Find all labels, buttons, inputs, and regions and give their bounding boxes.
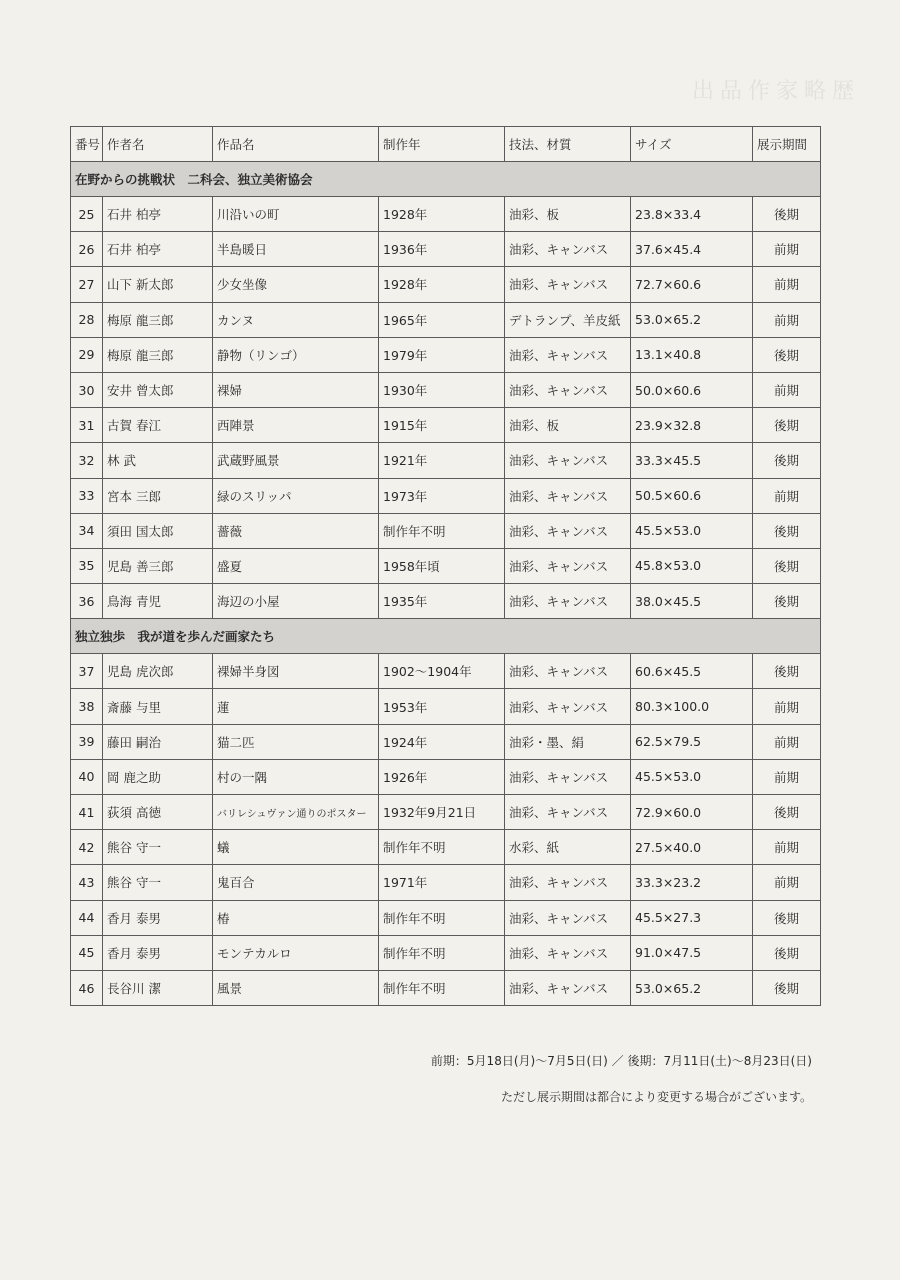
table-row [71, 795, 821, 830]
work-title: 静物（リンゴ） [213, 337, 379, 372]
table-row [71, 197, 821, 232]
row-number: 33 [71, 478, 103, 513]
artist-name: 長谷川 潔 [103, 970, 213, 1005]
row-number: 45 [71, 935, 103, 970]
exhibition-period: 後期 [753, 513, 821, 548]
work-title: 半島暖日 [213, 232, 379, 267]
creation-year: 制作年不明 [379, 513, 505, 548]
artist-name: 香月 泰男 [103, 900, 213, 935]
exhibition-period: 後期 [753, 900, 821, 935]
creation-year: 1953年 [379, 689, 505, 724]
table-row [71, 267, 821, 302]
table-row [71, 372, 821, 407]
creation-year: 1936年 [379, 232, 505, 267]
table-row [71, 689, 821, 724]
technique-material: デトランプ、羊皮紙 [505, 302, 631, 337]
work-size: 27.5×40.0 [631, 830, 753, 865]
artist-name: 安井 曾太郎 [103, 372, 213, 407]
exhibition-period: 後期 [753, 408, 821, 443]
artist-name: 児島 虎次郎 [103, 654, 213, 689]
exhibition-period: 後期 [753, 654, 821, 689]
section-header-row [71, 162, 821, 197]
artist-name: 宮本 三郎 [103, 478, 213, 513]
row-number: 40 [71, 759, 103, 794]
creation-year: 1965年 [379, 302, 505, 337]
work-size: 53.0×65.2 [631, 302, 753, 337]
work-size: 45.5×53.0 [631, 513, 753, 548]
artist-name: 須田 国太郎 [103, 513, 213, 548]
work-title: 盛夏 [213, 548, 379, 583]
work-size: 50.5×60.6 [631, 478, 753, 513]
exhibition-period: 前期 [753, 689, 821, 724]
table-row [71, 935, 821, 970]
work-size: 72.9×60.0 [631, 795, 753, 830]
work-title: 猫二匹 [213, 724, 379, 759]
work-title: 川沿いの町 [213, 197, 379, 232]
creation-year: 1926年 [379, 759, 505, 794]
technique-material: 油彩、キャンバス [505, 935, 631, 970]
work-title: 緑のスリッパ [213, 478, 379, 513]
exhibition-periods-note: 前期：5月18日(月)～7月5日(日) ／ 後期：7月11日(土)～8月23日(日) [430, 1054, 812, 1068]
technique-material: 油彩、キャンバス [505, 795, 631, 830]
table-row [71, 302, 821, 337]
technique-material: 油彩、キャンバス [505, 759, 631, 794]
table-row [71, 724, 821, 759]
creation-year: 1924年 [379, 724, 505, 759]
artist-name: 古賀 春江 [103, 408, 213, 443]
exhibition-period: 前期 [753, 372, 821, 407]
row-number: 31 [71, 408, 103, 443]
row-number: 44 [71, 900, 103, 935]
row-number: 35 [71, 548, 103, 583]
row-number: 37 [71, 654, 103, 689]
technique-material: 油彩、キャンバス [505, 443, 631, 478]
exhibition-period: 後期 [753, 795, 821, 830]
table-row [71, 408, 821, 443]
table-body [71, 162, 821, 1006]
artist-name: 石井 柏亭 [103, 232, 213, 267]
technique-material: 油彩、キャンバス [505, 865, 631, 900]
table-row [71, 900, 821, 935]
technique-material: 油彩、板 [505, 408, 631, 443]
technique-material: 水彩、紙 [505, 830, 631, 865]
creation-year: 制作年不明 [379, 900, 505, 935]
exhibition-period: 後期 [753, 970, 821, 1005]
table-row [71, 584, 821, 619]
table-row [71, 759, 821, 794]
artist-name: 石井 柏亭 [103, 197, 213, 232]
creation-year: 1932年9月21日 [379, 795, 505, 830]
artist-name: 斎藤 与里 [103, 689, 213, 724]
work-title: 武蔵野風景 [213, 443, 379, 478]
section-title: 独立独歩 我が道を歩んだ画家たち [71, 619, 821, 654]
work-title: 海辺の小屋 [213, 584, 379, 619]
creation-year: 1921年 [379, 443, 505, 478]
technique-material: 油彩、キャンバス [505, 689, 631, 724]
row-number: 25 [71, 197, 103, 232]
exhibition-period: 前期 [753, 830, 821, 865]
creation-year: 1915年 [379, 408, 505, 443]
table-row [71, 548, 821, 583]
technique-material: 油彩、キャンバス [505, 232, 631, 267]
exhibition-period: 前期 [753, 865, 821, 900]
row-number: 38 [71, 689, 103, 724]
work-title: 少女坐像 [213, 267, 379, 302]
work-title: バリレシュヴァン通りのポスター [213, 795, 379, 830]
creation-year: 1979年 [379, 337, 505, 372]
work-size: 62.5×79.5 [631, 724, 753, 759]
technique-material: 油彩・墨、絹 [505, 724, 631, 759]
table-row [71, 232, 821, 267]
technique-material: 油彩、キャンバス [505, 584, 631, 619]
faded-heading: 出品作家略歴 [691, 79, 860, 104]
row-number: 42 [71, 830, 103, 865]
technique-material: 油彩、キャンバス [505, 548, 631, 583]
creation-year: 制作年不明 [379, 970, 505, 1005]
row-number: 29 [71, 337, 103, 372]
exhibition-period: 後期 [753, 197, 821, 232]
creation-year: 制作年不明 [379, 830, 505, 865]
artist-name: 岡 鹿之助 [103, 759, 213, 794]
works-table [70, 126, 821, 1006]
table-row [71, 513, 821, 548]
section-title: 在野からの挑戦状 二科会、独立美術協会 [71, 162, 821, 197]
work-title: 裸婦 [213, 372, 379, 407]
artist-name: 梅原 龍三郎 [103, 337, 213, 372]
creation-year: 1928年 [379, 267, 505, 302]
artist-name: 熊谷 守一 [103, 830, 213, 865]
technique-material: 油彩、キャンバス [505, 478, 631, 513]
work-size: 53.0×65.2 [631, 970, 753, 1005]
work-size: 50.0×60.6 [631, 372, 753, 407]
technique-material: 油彩、キャンバス [505, 337, 631, 372]
work-size: 80.3×100.0 [631, 689, 753, 724]
work-title: 薔薇 [213, 513, 379, 548]
table-row [71, 830, 821, 865]
creation-year: 1973年 [379, 478, 505, 513]
exhibition-period: 後期 [753, 584, 821, 619]
work-size: 23.9×32.8 [631, 408, 753, 443]
exhibition-period: 後期 [753, 935, 821, 970]
artist-name: 梅原 龍三郎 [103, 302, 213, 337]
row-number: 30 [71, 372, 103, 407]
row-number: 39 [71, 724, 103, 759]
row-number: 34 [71, 513, 103, 548]
work-size: 45.8×53.0 [631, 548, 753, 583]
exhibition-period: 前期 [753, 232, 821, 267]
row-number: 27 [71, 267, 103, 302]
row-number: 28 [71, 302, 103, 337]
work-title: モンテカルロ [213, 935, 379, 970]
work-size: 60.6×45.5 [631, 654, 753, 689]
header-year: 制作年 [379, 127, 505, 162]
row-number: 41 [71, 795, 103, 830]
header-technique: 技法、材質 [505, 127, 631, 162]
artist-name: 山下 新太郎 [103, 267, 213, 302]
work-title: カンヌ [213, 302, 379, 337]
technique-material: 油彩、キャンバス [505, 267, 631, 302]
creation-year: 1930年 [379, 372, 505, 407]
row-number: 43 [71, 865, 103, 900]
creation-year: 1902～1904年 [379, 654, 505, 689]
work-size: 91.0×47.5 [631, 935, 753, 970]
artist-name: 荻須 高徳 [103, 795, 213, 830]
artist-name: 熊谷 守一 [103, 865, 213, 900]
table-header-row [71, 127, 821, 162]
header-work: 作品名 [213, 127, 379, 162]
work-title: 西陣景 [213, 408, 379, 443]
table-row [71, 654, 821, 689]
technique-material: 油彩、板 [505, 197, 631, 232]
header-period: 展示期間 [753, 127, 821, 162]
creation-year: 制作年不明 [379, 935, 505, 970]
technique-material: 油彩、キャンバス [505, 654, 631, 689]
table-row [71, 478, 821, 513]
work-size: 45.5×27.3 [631, 900, 753, 935]
work-size: 23.8×33.4 [631, 197, 753, 232]
work-size: 33.3×23.2 [631, 865, 753, 900]
row-number: 46 [71, 970, 103, 1005]
work-title: 蓮 [213, 689, 379, 724]
work-title: 椿 [213, 900, 379, 935]
creation-year: 1958年頃 [379, 548, 505, 583]
exhibition-period: 前期 [753, 759, 821, 794]
creation-year: 1928年 [379, 197, 505, 232]
row-number: 36 [71, 584, 103, 619]
table-row [71, 865, 821, 900]
row-number: 32 [71, 443, 103, 478]
technique-material: 油彩、キャンバス [505, 900, 631, 935]
exhibition-period: 前期 [753, 724, 821, 759]
header-number: 番号 [71, 127, 103, 162]
exhibition-period: 前期 [753, 267, 821, 302]
work-size: 38.0×45.5 [631, 584, 753, 619]
creation-year: 1971年 [379, 865, 505, 900]
work-title: 風景 [213, 970, 379, 1005]
exhibition-period: 後期 [753, 548, 821, 583]
table-row [71, 970, 821, 1005]
work-title: 蟻 [213, 830, 379, 865]
exhibition-period: 前期 [753, 478, 821, 513]
schedule-change-note: ただし展示期間は都合により変更する場合がございます。 [500, 1090, 812, 1104]
technique-material: 油彩、キャンバス [505, 372, 631, 407]
work-size: 72.7×60.6 [631, 267, 753, 302]
work-size: 45.5×53.0 [631, 759, 753, 794]
artist-name: 藤田 嗣治 [103, 724, 213, 759]
section-header-row [71, 619, 821, 654]
exhibition-period: 後期 [753, 443, 821, 478]
technique-material: 油彩、キャンバス [505, 513, 631, 548]
exhibition-period: 後期 [753, 337, 821, 372]
artist-name: 林 武 [103, 443, 213, 478]
header-artist: 作者名 [103, 127, 213, 162]
technique-material: 油彩、キャンバス [505, 970, 631, 1005]
exhibition-period: 前期 [753, 302, 821, 337]
table-row [71, 443, 821, 478]
row-number: 26 [71, 232, 103, 267]
creation-year: 1935年 [379, 584, 505, 619]
work-title: 裸婦半身図 [213, 654, 379, 689]
artist-name: 鳥海 青児 [103, 584, 213, 619]
work-size: 33.3×45.5 [631, 443, 753, 478]
table-row [71, 337, 821, 372]
work-title: 鬼百合 [213, 865, 379, 900]
work-title: 村の一隅 [213, 759, 379, 794]
artist-name: 児島 善三郎 [103, 548, 213, 583]
work-size: 37.6×45.4 [631, 232, 753, 267]
artist-name: 香月 泰男 [103, 935, 213, 970]
header-size: サイズ [631, 127, 753, 162]
work-size: 13.1×40.8 [631, 337, 753, 372]
